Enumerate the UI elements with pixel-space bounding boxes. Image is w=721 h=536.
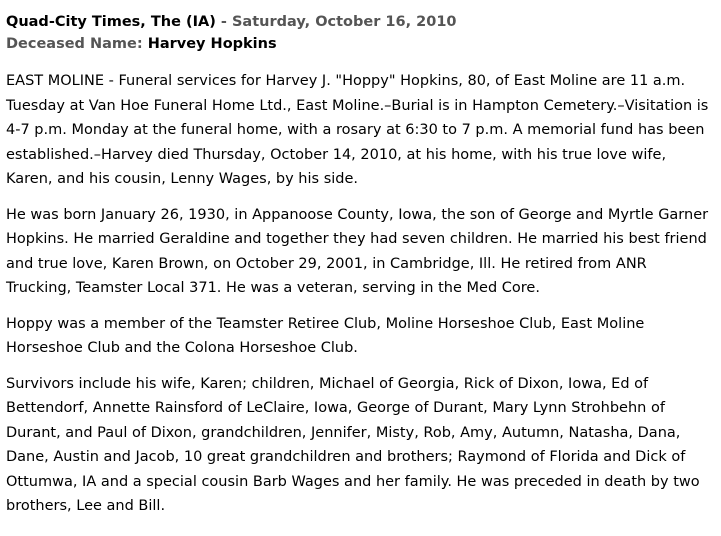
- deceased-name: Harvey Hopkins: [147, 36, 277, 52]
- paragraph-biography: He was born January 26, 1930, in Appanoose County, Iowa, the son of George and Myrtle Garner Hopkins. He married Geraldine and together they had seven children. He married his best friend and true love, Karen Brown, on October 29, 2001, in Cambridge, Ill. He retired from ANR Trucking, Teamster Local 371. He was a veteran, serving in the Med Core.: [6, 206, 709, 296]
- deceased-line: [6, 33, 715, 55]
- paragraph-survivors: Survivors include his wife, Karen; children, Michael of Georgia, Rick of Dixon, Iowa, Ed of Bettendorf, Annette Rainsford of LeClaire, Iowa, George of Durant, Mary Lynn Strohbehn of Durant, and Paul of Dixon, grandchildren, Jennifer, Misty, Rob, Amy, Autumn, Natasha, Dana, Dane, Austin and Jacob, 10 great grandchildren and brothers; Raymond of Florida and Dick of Ottumwa, IA and a special cousin Barb Wages and her family. He was preceded in death by two brothers, Lee and Bill.: [6, 375, 700, 514]
- paragraph-services: EAST MOLINE - Funeral services for Harvey J. "Hoppy" Hopkins, 80, of East Moline are 11 a.m. Tuesday at Van Hoe Funeral Home Ltd., East Moline.–Burial is in Hampton Cemetery.–Visitation is 4-7 p.m. Monday at the funeral home, with a rosary at 6:30 to 7 p.m. A memorial fund has been established.–Harvey died Thursday, October 14, 2010, at his home, with his true love wife, Karen, and his cousin, Lenny Wages, by his side.: [6, 73, 709, 187]
- deceased-label: Deceased Name:: [6, 36, 143, 52]
- paragraph-memberships: Hoppy was a member of the Teamster Retiree Club, Moline Horseshoe Club, East Moline Horseshoe Club and the Colona Horseshoe Club.: [6, 315, 645, 356]
- header-separator: -: [215, 14, 232, 30]
- publication-name: Quad-City Times, The (IA): [6, 14, 216, 30]
- publication-line: [6, 11, 715, 33]
- obituary-body: [6, 69, 715, 519]
- publication-date: Saturday, October 16, 2010: [231, 14, 457, 30]
